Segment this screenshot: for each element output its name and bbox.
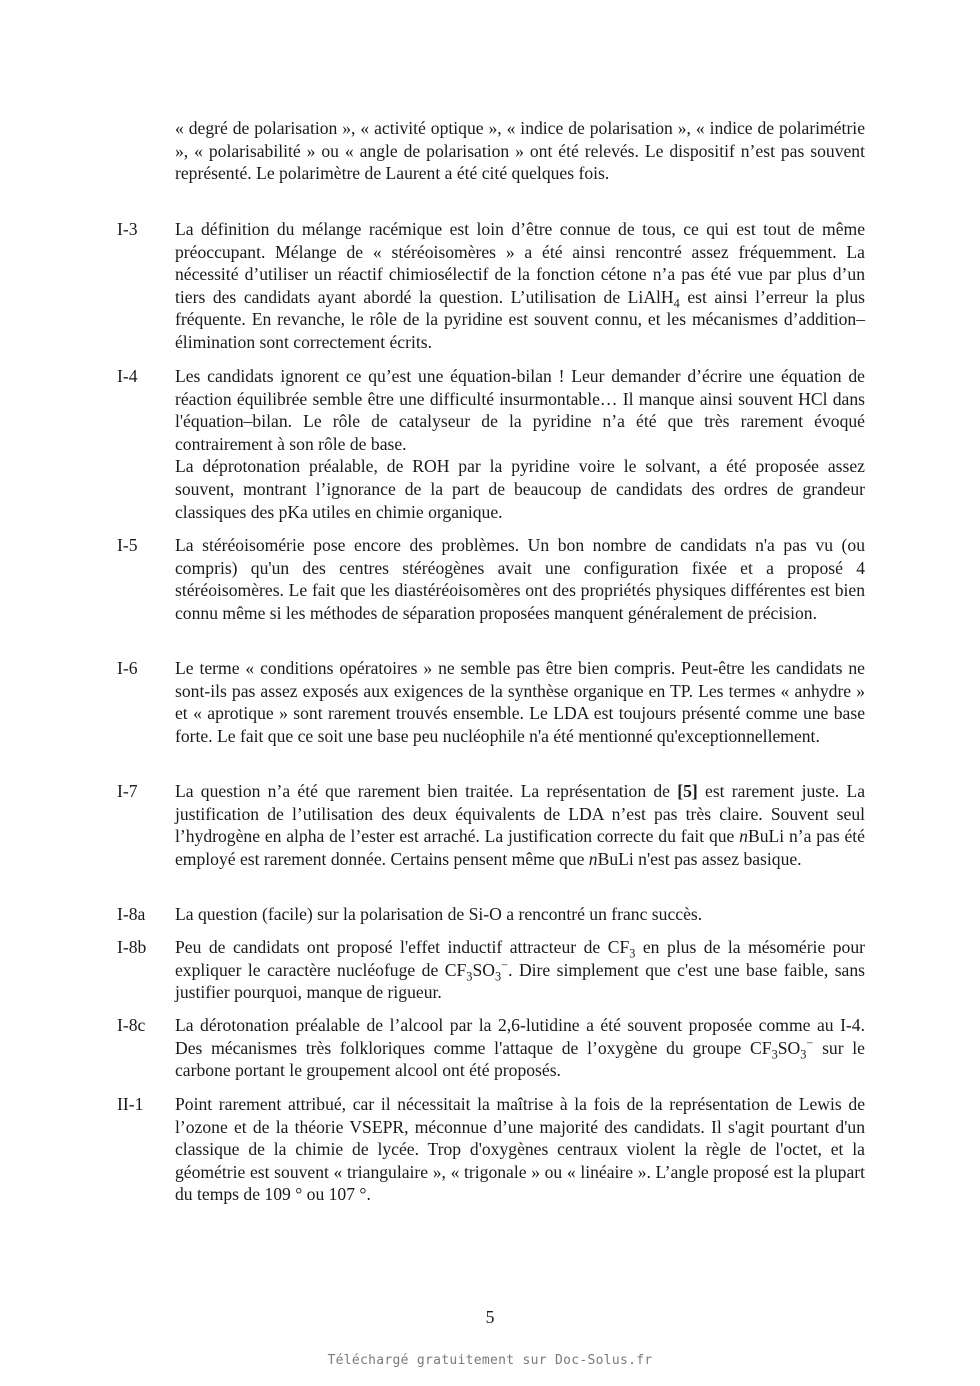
entry-text: Le terme « conditions opératoires » ne semble pas être bien compris. Peut-être les candidats ne sont-ils pas assez exposés aux exigences de la synthèse organique en TP. Les termes « anhydre » et « aprotique » sont rarement trouvés ensemble. Le LDA est toujours présenté comme une base forte. Le fait que ce soit une base peu nucléophile n'a été mentionné qu'exceptionnellement. bbox=[175, 658, 865, 746]
entry-text: Point rarement attribué, car il nécessitait la maîtrise à la fois de la représentation de Lewis de l’ozone et de la théorie VSEPR, méconnue d’une majorité des candidats. Il s'agit pourtant d'un classique de la chimie de lycée. Trop d'oxygènes centraux violent la règle de l'octet, et la géométrie est souvent « triangulaire », « trigonale » ou « linéaire ». L’angle proposé est la plupart du temps de 109 ° ou 107 °. bbox=[175, 1094, 865, 1205]
entry-label: II-1 bbox=[117, 1094, 144, 1114]
entry-body bbox=[175, 534, 865, 624]
entry-label: I-8c bbox=[117, 1015, 146, 1035]
entry-body bbox=[175, 903, 865, 926]
entry-text: Peu de candidats ont proposé l'effet inductif attracteur de $CF_3$ en plus de la mésomérie pour expliquer le caractère nucléofuge de $CF_3SO_3^-$. Dire simplement que c'est une base faible, sans justifier pourquoi, manque de rigueur. bbox=[175, 937, 866, 1003]
entry-body bbox=[175, 780, 865, 870]
entry-body bbox=[175, 657, 865, 747]
page-number: 5 bbox=[485, 1307, 495, 1327]
footer-credit: Téléchargé gratuitement sur Doc-Solus.fr bbox=[327, 1353, 653, 1368]
entry-label: I-8a bbox=[117, 904, 146, 924]
entry-text: Les candidats ignorent ce qu’est une équation-bilan ! Leur demander d’écrire une équation de réaction équilibrée semble être une difficulté insurmontable… Il manque ainsi souvent HCl dans l'équation–bilan. Le rôle de catalyseur de la pyridine n’a été que très rarement évoqué contrairement à son rôle de base. bbox=[175, 366, 865, 454]
entry-text: La définition du mélange racémique est loin d’être connue de tous, ce qui est tout de même préoccupant. Mélange de « stéréoisomères » a été ainsi rencontré assez fréquemment. La nécessité d’utiliser un réactif chimiosélectif de la fonction cétone n’a pas été vue par plus d’un tiers des candidats ayant abordé la question. L’utilisation de LiAlH$_4$ est ainsi l’erreur la plus fréquente. En revanche, le rôle de la pyridine est souvent connu, et les mécanismes d’addition–élimination sont correctement écrits. bbox=[175, 219, 866, 352]
entry-label: I-7 bbox=[117, 781, 138, 801]
entry-label: I-5 bbox=[117, 535, 138, 555]
entry-label: I-3 bbox=[117, 219, 138, 239]
entry-label: I-6 bbox=[117, 658, 138, 678]
entry-text-continued: La déprotonation préalable, de ROH par la pyridine voire le solvant, a été proposée assez souvent, montrant l’ignorance de la part de beaucoup de candidats des ordres de grandeur classiques des pKa utiles en chimie organique. bbox=[175, 456, 865, 522]
entry-text: La question (facile) sur la polarisation de Si-O a rencontré un franc succès. bbox=[175, 904, 703, 924]
entry-label: I-4 bbox=[117, 366, 138, 386]
intro-paragraph bbox=[175, 117, 865, 185]
entry-body bbox=[175, 365, 865, 523]
entry-label: I-8b bbox=[117, 937, 147, 957]
entry-body bbox=[175, 1014, 865, 1082]
entry-body bbox=[175, 936, 865, 1004]
intro-text: « degré de polarisation », « activité optique », « indice de polarisation », « indice de polarimétrie », « polarisabilité » ou « angle de polarisation » ont été relevés. Le dispositif n’est pas souvent représenté. Le polarimètre de Laurent a été cité quelques fois. bbox=[175, 118, 865, 184]
entry-text: La stéréoisomérie pose encore des problèmes. Un bon nombre de candidats n'a pas vu (ou compris) qu'un des centres stéréogènes avait une configuration fixée et a proposé 4 stéréoisomères. Le fait que les diastéréoisomères ont des propriétés physiques différentes est bien connu même si les méthodes de séparation proposées manquent généralement de précision. bbox=[175, 535, 865, 623]
entry-text: La question n’a été que rarement bien traitée. La représentation de [5] est rarement juste. La justification de l’utilisation des deux équivalents de LDA n’est pas très claire. Souvent seul l’hydrogène en alpha de l’ester est arraché. La justification correcte du fait que nBuLi n’a pas été employé est rarement donnée. Certains pensent même que nBuLi n'est pas assez basique. bbox=[175, 781, 865, 869]
entry-text: La dérotonation préalable de l’alcool par la 2,6-lutidine a été souvent proposée comme au I-4. Des mécanismes très folkloriques comme l'attaque de l’oxygène du groupe $CF_3SO_3^-$ sur le carbone portant le groupement alcool ont été proposés. bbox=[175, 1015, 865, 1081]
entry-body bbox=[175, 218, 865, 354]
entry-body bbox=[175, 1093, 865, 1206]
